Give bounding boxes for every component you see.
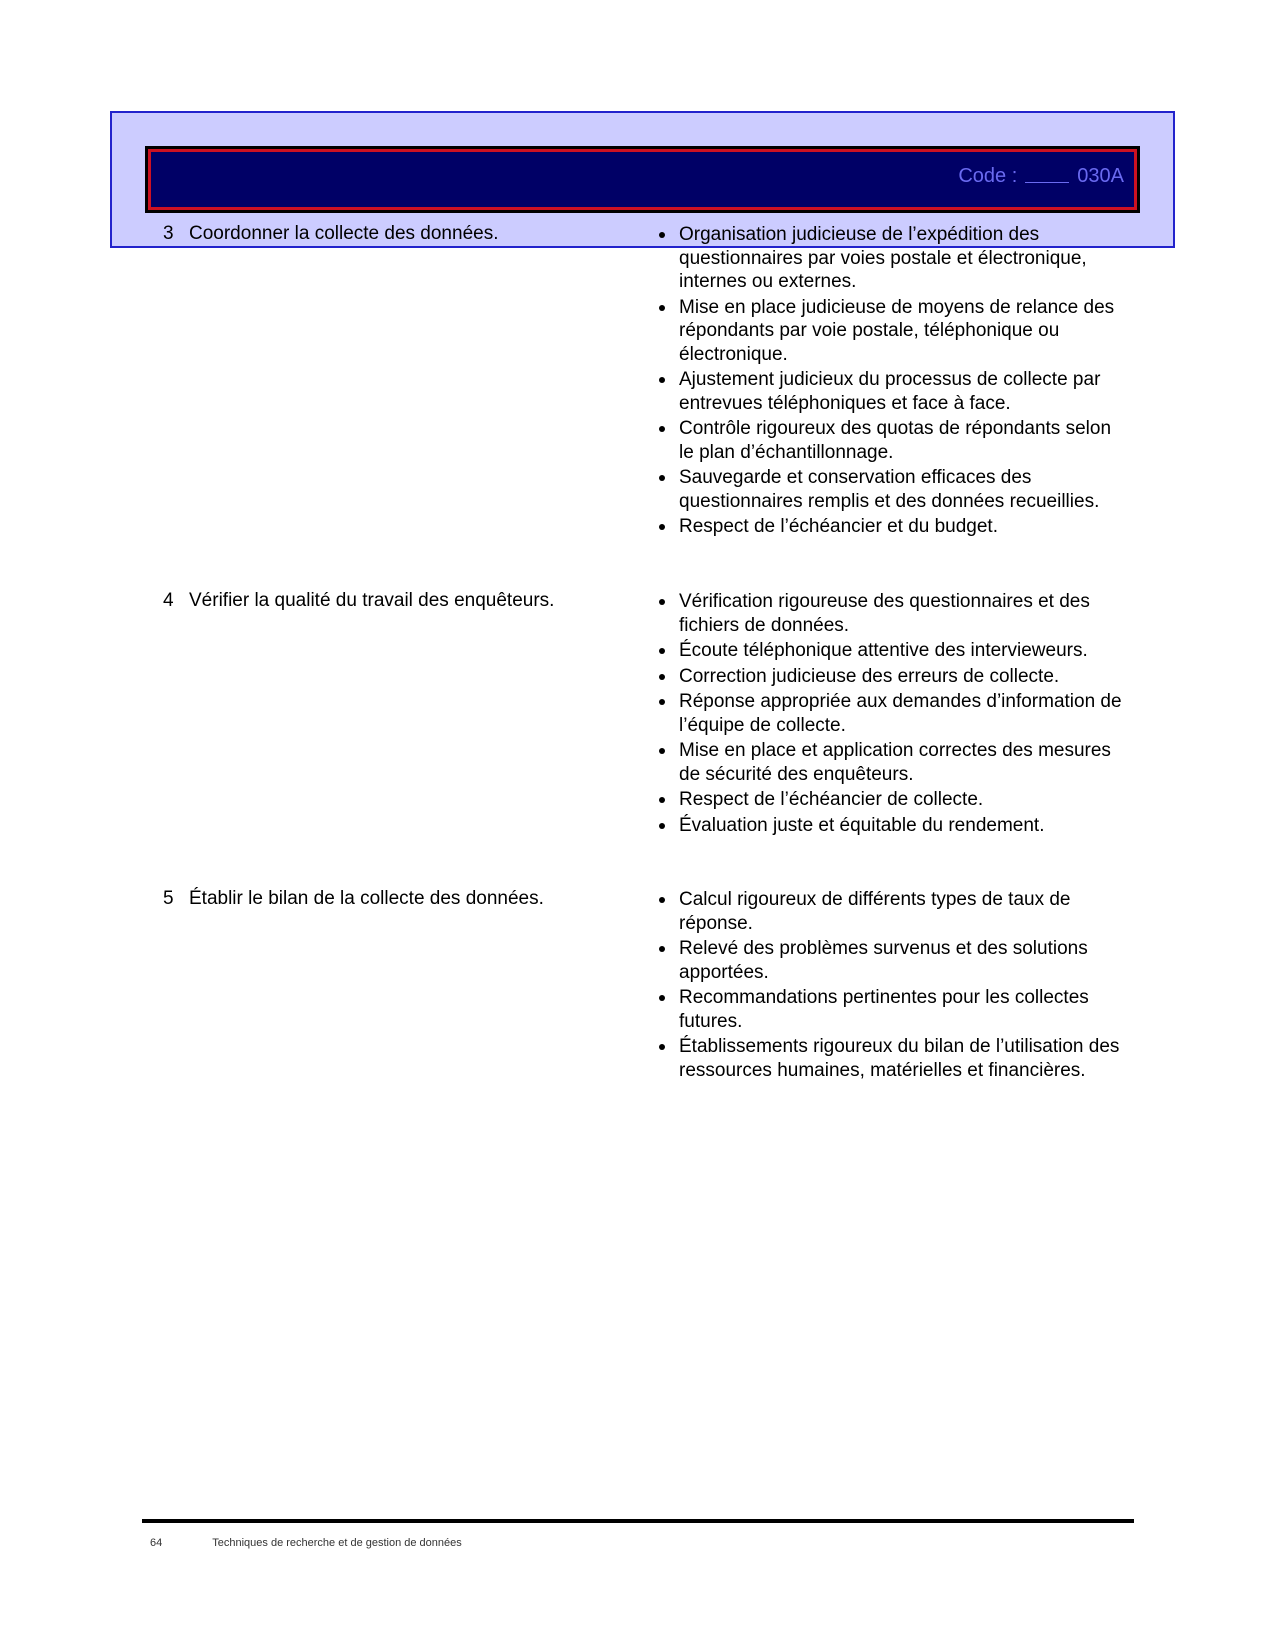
- criterion: Correction judicieuse des erreurs de collecte.: [657, 665, 1127, 689]
- element-text: Coordonner la collecte des données.: [189, 223, 499, 244]
- criteria-list-5: [657, 888, 1127, 1084]
- criteria-list-4: [657, 590, 1127, 839]
- element-number: 5: [163, 888, 174, 909]
- criterion: Relevé des problèmes survenus et des solutions apportées.: [657, 937, 1127, 984]
- criterion: Calcul rigoureux de différents types de taux de réponse.: [657, 888, 1127, 935]
- criterion: Ajustement judicieux du processus de collecte par entrevues téléphoniques et face à face.: [657, 368, 1127, 415]
- element-text: Vérifier la qualité du travail des enquêteurs.: [189, 590, 555, 611]
- criterion: Mise en place judicieuse de moyens de relance des répondants par voie postale, téléphonique ou électronique.: [657, 296, 1127, 367]
- criteria-list-3: [657, 223, 1127, 541]
- code-label: [958, 165, 1124, 188]
- criterion: Organisation judicieuse de l’expédition des questionnaires par voies postale et électronique, internes ou externes.: [657, 223, 1127, 294]
- criterion: Sauvegarde et conservation efficaces des questionnaires remplis et des données recueillies.: [657, 466, 1127, 513]
- element-text: Établir le bilan de la collecte des données.: [189, 888, 544, 909]
- criterion: Contrôle rigoureux des quotas de répondants selon le plan d’échantillonnage.: [657, 417, 1127, 464]
- element-number: 4: [163, 590, 174, 611]
- criterion: Mise en place et application correctes des mesures de sécurité des enquêteurs.: [657, 739, 1127, 786]
- element-row-3: [163, 222, 650, 246]
- element-row-4: [163, 589, 650, 613]
- page-number: 64: [150, 1537, 163, 1549]
- code-underline: [1025, 182, 1069, 183]
- code-value: 030A: [1077, 165, 1124, 187]
- element-number: 3: [163, 223, 174, 244]
- element-row-5: [163, 887, 650, 911]
- criterion: Évaluation juste et équitable du rendement.: [657, 814, 1127, 838]
- header-bar: [148, 149, 1137, 210]
- code-text: Code :: [958, 165, 1018, 187]
- criterion: Respect de l’échéancier de collecte.: [657, 788, 1127, 812]
- criterion: Écoute téléphonique attentive des intervieweurs.: [657, 639, 1127, 663]
- page-footer: [150, 1537, 462, 1549]
- criterion: Vérification rigoureuse des questionnaires et des fichiers de données.: [657, 590, 1127, 637]
- criterion: Recommandations pertinentes pour les collectes futures.: [657, 986, 1127, 1033]
- criterion: Réponse appropriée aux demandes d’information de l’équipe de collecte.: [657, 690, 1127, 737]
- criterion: Établissements rigoureux du bilan de l’utilisation des ressources humaines, matérielles et financières.: [657, 1035, 1127, 1082]
- program-title: Techniques de recherche et de gestion de données: [212, 1537, 462, 1549]
- criterion: Respect de l’échéancier et du budget.: [657, 515, 1127, 539]
- footer-rule: [142, 1519, 1134, 1523]
